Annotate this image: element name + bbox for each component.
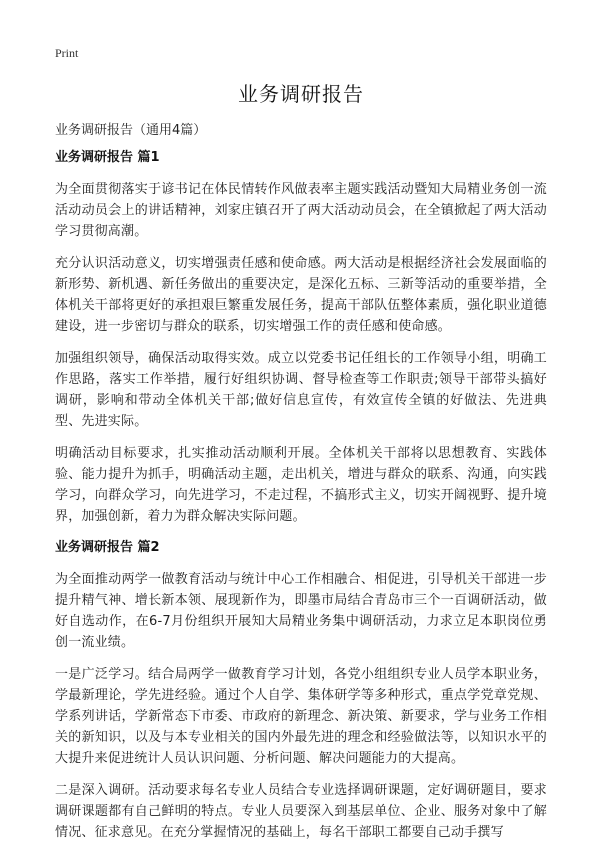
section-2 xyxy=(55,538,547,843)
paragraph: 明确活动目标要求，扎实推动活动顺利开展。全体机关干部将以思想教育、实践体验、能力提升为抓手，明确活动主题，走出机关，增进与群众的联系、沟通，向实践学习，向群众学习，向先进学习，不走过程，不搞形式主义，切实开阔视野、提升境界，加强创新，着力为群众解决实际问题。 xyxy=(55,446,547,524)
document-body xyxy=(55,148,547,854)
paragraph: 一是广泛学习。结合局两学一做教育学习计划，各党小组组织专业人员学本职业务，学最新理论，学先进经验。通过个人自学、集体研学等多种形式，重点学党章党规、学系列讲话，学新常态下市委、市政府的新理念、新决策、新要求，学与业务工作相关的新知识，以及与本专业相关的国内外最先进的理念和经验做法等，以知识水平的大提升来促进统计人员认识问题、分析问题、解决问题能力的大提高。 xyxy=(55,667,547,766)
document-subtitle: 业务调研报告（通用4篇） xyxy=(55,123,207,138)
paragraph: 为全面推动两学一做教育活动与统计中心工作相融合、相促进，引导机关干部进一步提升精气神、增长新本领、展现新作为，即墨市局结合青岛市三个一百调研活动，做好自选动作，在6-7月份组织开展知大局精业务集中调研活动，力求立足本职岗位勇创一流业绩。 xyxy=(55,572,547,650)
section-1 xyxy=(55,148,547,527)
document-title: 业务调研报告 xyxy=(238,82,364,106)
paragraph: 加强组织领导，确保活动取得实效。成立以党委书记任组长的工作领导小组，明确工作思路，落实工作举措，履行好组织协调、督导检查等工作职责;领导干部带头搞好调研，影响和带动全体机关干部;做好信息宣传，有效宣传全镇的好做法、先进典型、先进实际。 xyxy=(55,351,547,429)
paragraph: 为全面贯彻落实于谚书记在体民情转作风做表率主题实践活动暨知大局精业务创一流活动动员会上的讲话精神，刘家庄镇召开了两大活动动员会，在全镇掀起了两大活动学习贯彻高潮。 xyxy=(55,182,547,239)
print-label: Print xyxy=(55,46,79,60)
paragraph: 充分认识活动意义，切实增强责任感和使命感。两大活动是根据经济社会发展面临的新形势、新机遇、新任务做出的重要决定，是深化五标、三新等活动的重要举措，全体机关干部将更好的承担艰巨繁重发展任务，提高干部队伍整体素质，强化职业道德建设，进一步密切与群众的联系，切实增强工作的责任感和使命感。 xyxy=(55,256,547,334)
section-heading: 业务调研报告 篇1 xyxy=(55,150,160,165)
paragraph: 二是深入调研。活动要求每名专业人员结合专业选择调研课题，定好调研题目，要求调研课题都有自己鲜明的特点。专业人员要深入到基层单位、企业、服务对象中了解情况、征求意见。在充分掌握情况的基础上，每名干部职工都要自己动手撰写 xyxy=(55,783,547,840)
section-heading: 业务调研报告 篇2 xyxy=(55,540,160,555)
